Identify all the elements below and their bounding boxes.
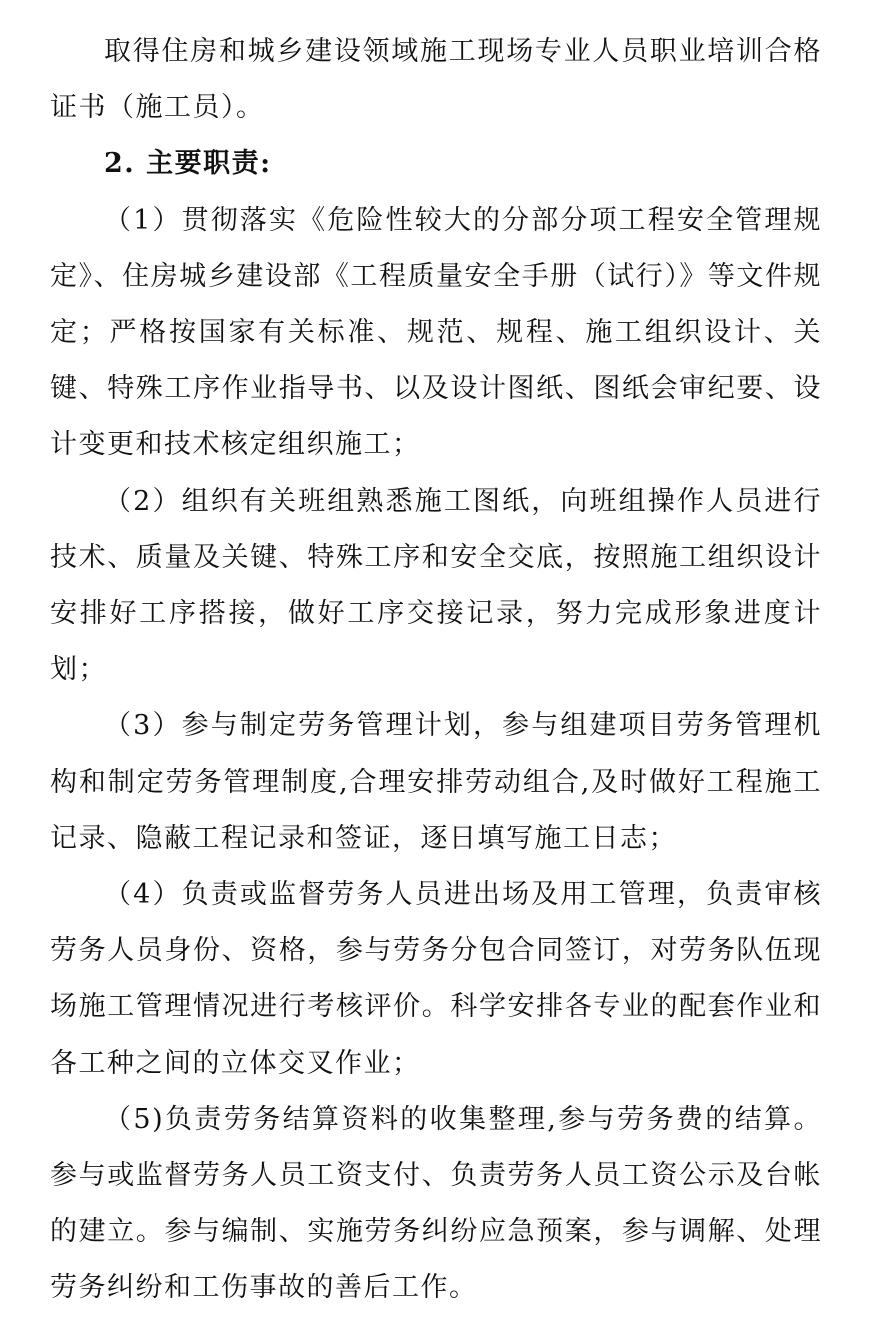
- section-heading-main-duties: 2. 主要职责:: [104, 148, 272, 180]
- duty-item-4: （4）负责或监督劳务人员进出场及用工管理，负责审核劳务人员身份、资格，参与劳务分包合同签订，对劳务队伍现场施工管理情况进行考核评价。科学安排各专业的配套作业和各工种之间的立体交叉作业；: [50, 879, 822, 1079]
- intro-paragraph: 取得住房和城乡建设领域施工现场专业人员职业培训合格证书（施工员）。: [50, 36, 822, 124]
- duty-item-2: （2）组织有关班组熟悉施工图纸，向班组操作人员进行技术、质量及关键、特殊工序和安全交底，按照施工组织设计安排好工序搭接，做好工序交接记录，努力完成形象进度计划；: [50, 485, 822, 686]
- duty-item-1: （1）贯彻落实《危险性较大的分部分项工程安全管理规定》、住房城乡建设部《工程质量安全手册（试行）》等文件规定；严格按国家有关标准、规范、规程、施工组织设计、关键、特殊工序作业指导书、以及设计图纸、图纸会审纪要、设计变更和技术核定组织施工；: [50, 204, 822, 461]
- duty-item-5: （5)负责劳务结算资料的收集整理,参与劳务费的结算。参与或监督劳务人员工资支付、负责劳务人员工资公示及台帐的建立。参与编制、实施劳务纠纷应急预案，参与调解、处理劳务纠纷和工伤事故的善后工作。: [50, 1103, 822, 1304]
- duty-item-3: （3）参与制定劳务管理计划，参与组建项目劳务管理机构和制定劳务管理制度,合理安排劳动组合,及时做好工程施工记录、隐蔽工程记录和签证，逐日填写施工日志；: [50, 710, 822, 854]
